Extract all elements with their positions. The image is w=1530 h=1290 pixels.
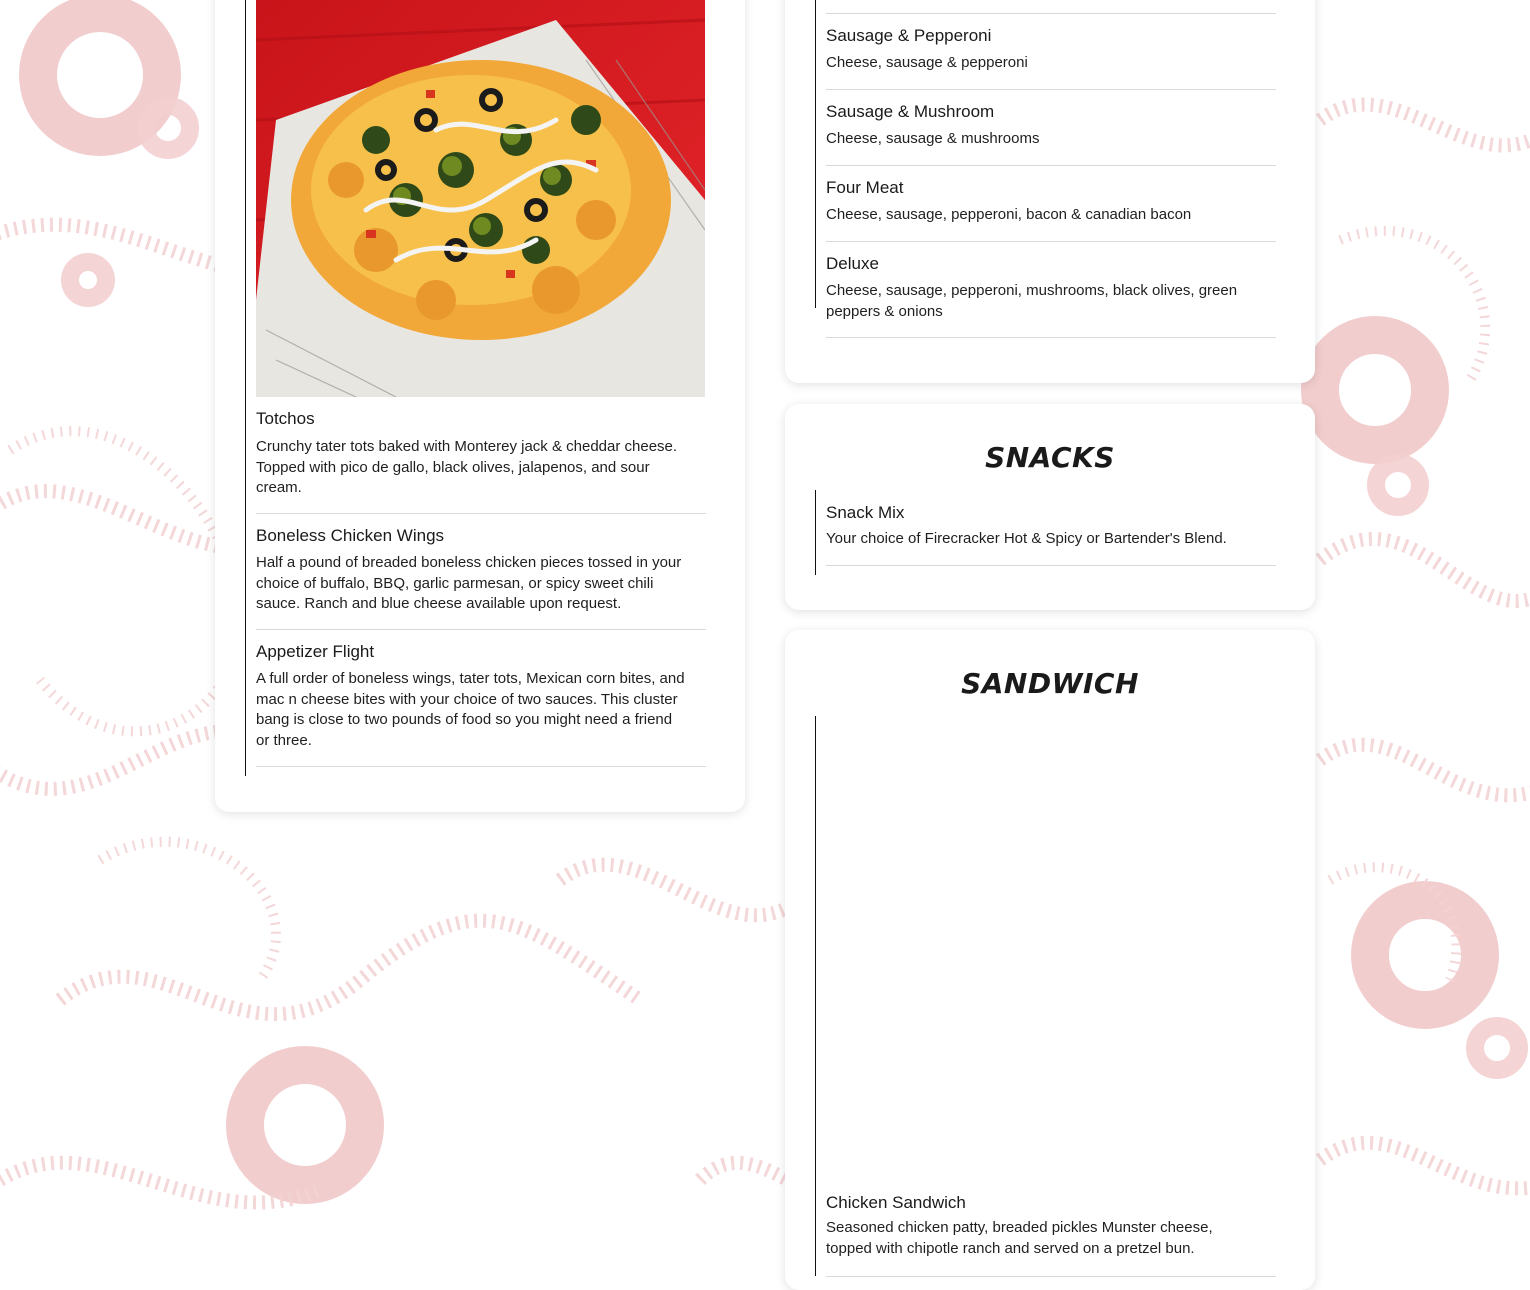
item-description: A full order of boneless wings, tater tots, Mexican corn bites, and mac n cheese bites with your choice of two sauces. This cluster bang is close to two pounds of food so you might need a friend or three. (256, 670, 685, 749)
sandwich-card (785, 630, 1315, 1290)
snacks-items (815, 490, 1276, 575)
list-item[interactable] (256, 408, 706, 514)
list-item-divider (826, 0, 1276, 14)
item-name: Snack Mix (826, 503, 905, 522)
appetizers-card (215, 0, 745, 812)
list-item[interactable] (826, 101, 1276, 166)
item-name: Totchos (256, 409, 315, 428)
item-description: Cheese, sausage, pepperoni, mushrooms, black olives, green peppers & onions (826, 282, 1238, 320)
section-title-sandwich: SANDWICH (961, 667, 1139, 700)
item-name: Four Meat (826, 178, 904, 197)
item-name: Deluxe (826, 254, 879, 273)
totchos-image (256, 0, 705, 397)
appetizers-items (245, 0, 706, 776)
item-description: Cheese, sausage & mushrooms (826, 130, 1040, 147)
list-item[interactable] (256, 641, 706, 767)
list-item[interactable] (826, 253, 1276, 338)
list-item[interactable] (826, 177, 1276, 242)
item-description: Half a pound of breaded boneless chicken pieces tossed in your choice of buffalo, BBQ, garlic parmesan, or spicy sweet chili sauce. Ranch and blue cheese available upon request. (256, 554, 682, 612)
item-name: Appetizer Flight (256, 642, 375, 661)
item-description: Cheese, sausage & pepperoni (826, 54, 1028, 71)
pizza-items (815, 0, 1276, 320)
snacks-card (785, 404, 1315, 610)
item-description: Your choice of Firecracker Hot & Spicy or Bartender's Blend. (826, 530, 1227, 547)
list-item[interactable] (826, 25, 1276, 90)
item-description: Crunchy tater tots baked with Monterey jack & cheddar cheese. Topped with pico de gallo, black olives, jalapenos, and sour cream. (256, 438, 678, 496)
list-item[interactable] (826, 502, 1276, 566)
item-name: Boneless Chicken Wings (256, 526, 445, 545)
sandwich-photo-placeholder (826, 716, 1275, 1176)
item-description: Cheese, sausage, pepperoni, bacon & canadian bacon (826, 206, 1192, 223)
item-name: Sausage & Mushroom (826, 102, 995, 121)
item-description: Seasoned chicken patty, breaded pickles Munster cheese, topped with chipotle ranch and served on a pretzel bun. (826, 1219, 1213, 1257)
list-item[interactable] (256, 525, 706, 630)
section-title-snacks: SNACKS (985, 441, 1115, 474)
item-name: Sausage & Pepperoni (826, 26, 992, 45)
totchos-photo (256, 0, 705, 397)
sandwich-items (815, 716, 1276, 1276)
item-name: Chicken Sandwich (826, 1193, 966, 1212)
pizza-card (785, 0, 1315, 383)
list-item[interactable] (826, 1192, 1276, 1277)
